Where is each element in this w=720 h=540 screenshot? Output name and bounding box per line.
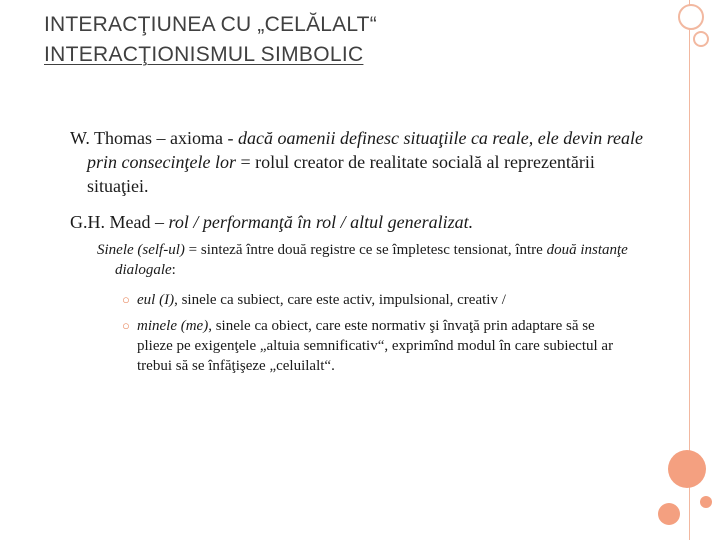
subsubbullet-text: eul (I), sinele ca subiect, care este activ, impulsional, creativ / — [137, 292, 506, 308]
subbullet-sinele — [97, 240, 637, 280]
decorative-circle-filled-small — [700, 496, 712, 508]
bullet-text: G.H. Mead – rol / performanţă în rol / altul generalizat. — [70, 212, 474, 232]
decorative-circle-filled-medium — [658, 503, 680, 525]
decorative-circle-outline-large — [678, 4, 704, 30]
bullet-mead — [70, 210, 660, 234]
circle-marker-icon: ○ — [122, 292, 130, 307]
subbullet-text: Sinele (self-ul) = sinteză între două registre ce se împletesc tensionat, între două instanţe dialogale: — [97, 242, 628, 278]
decorative-circle-outline-small — [693, 31, 709, 47]
slide-title — [44, 10, 377, 70]
bullet-thomas — [70, 126, 660, 198]
decorative-circle-filled-large — [668, 450, 706, 488]
title-line-2: INTERACŢIONISMUL SIMBOLIC — [44, 43, 364, 66]
bullet-text: W. Thomas – axioma - dacă oamenii definesc situaţiile ca reale, ele devin reale prin consecinţele lor = rolul creator de realitate socială al reprezentării situaţiei. — [70, 128, 644, 196]
circle-marker-icon: ○ — [122, 318, 130, 333]
title-line-1: INTERACŢIUNEA CU „CELĂLALT“ — [44, 13, 377, 36]
subsubbullet-minele — [122, 316, 632, 376]
subsubbullet-text: minele (me), sinele ca obiect, care este normativ şi învaţă prin adaptare să se plieze pe exigenţele „altuia semnificativ“, exprimînd modul în care subiectul ar trebui să se înfăţişeze „celuilalt“. — [137, 318, 614, 374]
subsubbullet-eul — [122, 290, 632, 310]
